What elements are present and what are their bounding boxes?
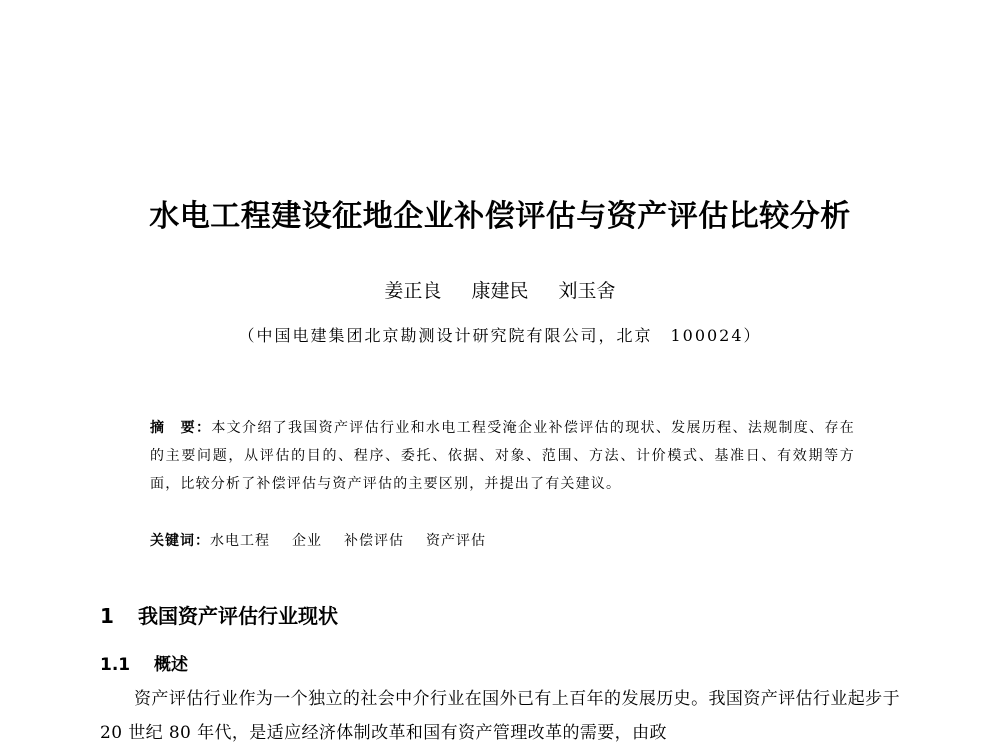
section-title: 我国资产评估行业现状: [138, 604, 338, 628]
abstract: [150, 414, 855, 498]
keywords-label: 关键词：: [150, 533, 210, 549]
keywords: [150, 527, 855, 555]
section-number: 1: [100, 604, 114, 628]
abstract-text: 本文介绍了我国资产评估行业和水电工程受淹企业补偿评估的现状、发展历程、法规制度、存在的主要问题，从评估的目的、程序、委托、依据、对象、范围、方法、计价模式、基准日、有效期等方面，比较分析了补偿评估与资产评估的主要区别，并提出了有关建议。: [150, 420, 855, 492]
abstract-label: 摘 要：: [150, 420, 212, 436]
subsection-number: 1.1: [100, 655, 131, 675]
author-name: 康建民: [471, 280, 529, 302]
author-list: [0, 278, 1000, 304]
author-affiliation: （中国电建集团北京勘测设计研究院有限公司，北京 100024）: [238, 326, 762, 345]
author-name: 姜正良: [384, 280, 442, 302]
keyword: 补偿评估: [344, 533, 404, 549]
keyword: 企业: [292, 533, 322, 549]
author-name: 刘玉舍: [558, 280, 616, 302]
paper-title: 水电工程建设征地企业补偿评估与资产评估比较分析: [149, 199, 851, 234]
subsection-title: 概述: [154, 655, 188, 675]
body-paragraph: 资产评估行业作为一个独立的社会中介行业在国外已有上百年的发展历史。我国资产评估行业起步于 20 世纪 80 年代，是适应经济体制改革和国有资产管理改革的需要，由政: [100, 689, 900, 743]
section-heading: [100, 601, 338, 631]
keyword: 资产评估: [426, 533, 486, 549]
keyword: 水电工程: [210, 533, 270, 549]
subsection-heading: [100, 653, 188, 677]
